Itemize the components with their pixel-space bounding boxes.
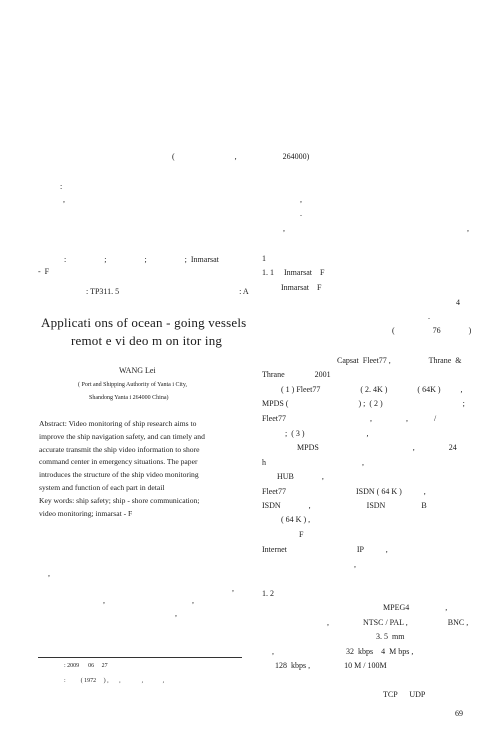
text-fragment: , xyxy=(467,224,469,233)
english-author: WANG Lei xyxy=(119,366,156,375)
english-abstract xyxy=(39,418,253,520)
paragraph-line: ( 64 K ) , xyxy=(281,515,311,524)
abstract-line: command center in emergency situations. The paper xyxy=(39,457,198,467)
section-heading-1-2: 1. 2 xyxy=(262,589,274,598)
paragraph-line: Capsat Fleet77 , Thrane & xyxy=(337,356,462,365)
paragraph-line: ( 1 ) Fleet77 ( 2. 4K ) ( 64K ) , xyxy=(281,385,463,394)
text-fragment: , xyxy=(63,195,65,204)
paragraph-line: 3. 5 mm xyxy=(376,632,405,641)
text-fragment: , xyxy=(283,224,285,233)
footnote-received-date: : 2009 06 27 xyxy=(64,663,108,669)
paragraph-line: Internet IP , xyxy=(262,545,388,554)
english-keywords-1: Key words: ship safety; ship - shore communication; xyxy=(39,495,200,505)
paragraph-line: Fleet77 ISDN ( 64 K ) , xyxy=(262,487,426,496)
text-fragment: , xyxy=(103,596,105,605)
paragraph-line: HUB , xyxy=(277,472,324,481)
paragraph-line: ISDN , ISDN B xyxy=(262,501,427,510)
abstract-line: accurate transmit the ship video information to shore xyxy=(39,444,200,454)
abstract-line: system and function of each part in detail xyxy=(39,482,165,492)
section-heading-1: 1 xyxy=(262,254,266,263)
paragraph-line: MPDS ( ) ; ( 2 ) ; xyxy=(262,399,465,408)
text-fragment: . xyxy=(300,209,302,218)
text-fragment: , xyxy=(175,609,177,618)
paragraph-line: Thrane 2001 xyxy=(262,370,331,379)
english-title-line-1: Applicati ons of ocean - going vessels xyxy=(41,315,247,330)
paragraph-line: TCP UDP xyxy=(383,690,426,699)
paragraph-line: MPDS , 24 xyxy=(297,443,457,452)
classification-line: : TP311. 5 : A xyxy=(86,287,249,296)
paragraph-line: F xyxy=(299,530,304,539)
paragraph-line: 4 xyxy=(456,298,460,307)
abstract-line: introduces the structure of the ship video monitoring xyxy=(39,470,199,480)
page-number: 69 xyxy=(455,709,463,718)
abstract-line: improve the ship navigation safety, and can timely and xyxy=(39,431,205,441)
footnote-author-bio: : ( 1972 ) , , , , xyxy=(64,678,165,684)
english-affiliation-2: Shandong Yanta i 264000 China) xyxy=(89,395,169,401)
text-fragment: : xyxy=(60,182,63,191)
keywords-line: : ; ; ; Inmarsat xyxy=(64,255,219,264)
paragraph-line: Fleet77 , , / xyxy=(262,414,437,423)
paragraph-line: MPEG4 , xyxy=(383,603,448,612)
paragraph-line: 128 kbps , 10 M / 100M xyxy=(275,661,387,670)
abstract-line: Abstract: Video monitoring of ship research aims to xyxy=(39,419,197,428)
text-fragment: , xyxy=(232,584,234,593)
paragraph-line: . xyxy=(428,312,430,321)
paragraph-line: , NTSC / PAL , BNC , xyxy=(327,618,469,627)
section-heading-1-1: 1. 1 Inmarsat F xyxy=(262,268,325,277)
english-keywords-2: video monitoring; inmarsat - F xyxy=(39,508,133,518)
text-fragment: , xyxy=(192,596,194,605)
english-affiliation-1: ( Port and Shipping Authority of Yanta i City, xyxy=(78,382,187,388)
affiliation-line: ( , 264000) xyxy=(172,152,310,161)
paragraph-line: ; ( 3 ) , xyxy=(285,429,369,438)
paragraph-line: ( 76 ) xyxy=(392,326,472,335)
paragraph-line: , xyxy=(354,560,356,569)
footnote-rule xyxy=(38,657,242,658)
keywords-line-2: - F xyxy=(38,267,50,276)
paragraph-line: h , xyxy=(262,458,364,467)
text-fragment: , xyxy=(48,569,50,578)
text-fragment: , xyxy=(300,195,302,204)
paragraph-line: , 32 kbps 4 M bps , xyxy=(272,647,414,656)
english-title-line-2: remot e vi deo m on itor ing xyxy=(71,333,223,348)
paragraph-line: Inmarsat F xyxy=(281,283,322,292)
